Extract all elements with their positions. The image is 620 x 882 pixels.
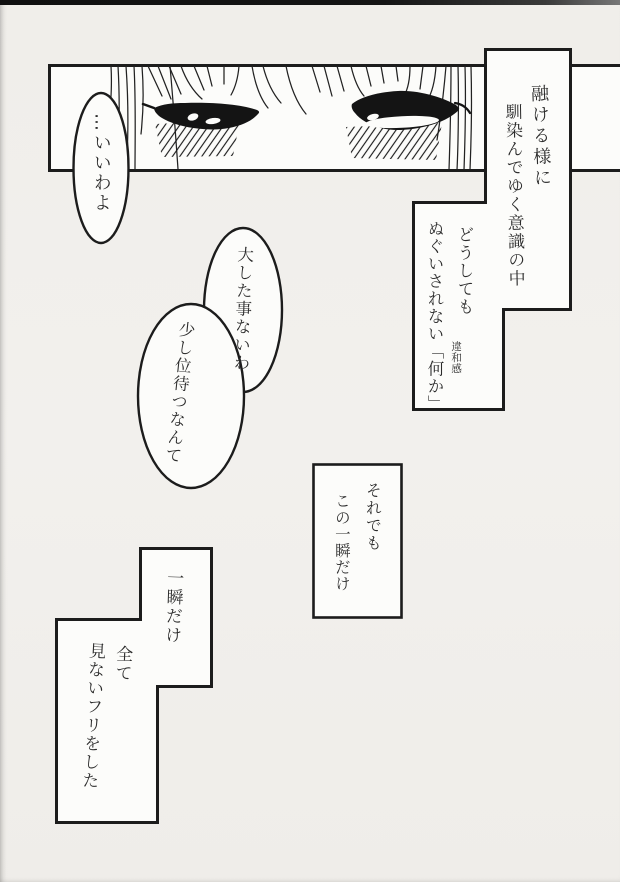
caption-center-box-col1: それでも bbox=[363, 482, 383, 552]
caption-top-right-col1: 融ける様に bbox=[527, 83, 553, 190]
caption-box-center bbox=[314, 465, 402, 618]
bubble-text-reply: …いいわよ bbox=[90, 113, 112, 213]
caption-mid-right-col2: ぬぐいされない「何か」 bbox=[424, 220, 444, 413]
caption-bottom-col1: 一瞬だけ bbox=[160, 568, 184, 646]
caption-bottom-col2: 全て bbox=[111, 644, 133, 684]
caption-bottom-col3: 見ないフリをした bbox=[77, 641, 106, 791]
bubble-text-no-big-deal: 大した事ないわ bbox=[230, 245, 254, 373]
caption-mid-right-ruby: 違和感 bbox=[450, 341, 463, 374]
caption-center-box-col2: この一瞬だけ bbox=[332, 493, 351, 592]
bubble-text-wait-a-little: 少し位待つなんて bbox=[161, 320, 196, 466]
speech-bubbles-middle bbox=[138, 228, 282, 488]
caption-top-right-col2: 馴染んでゆく意識の中 bbox=[501, 102, 525, 289]
caption-mid-right-col1: どうしても bbox=[454, 226, 474, 316]
